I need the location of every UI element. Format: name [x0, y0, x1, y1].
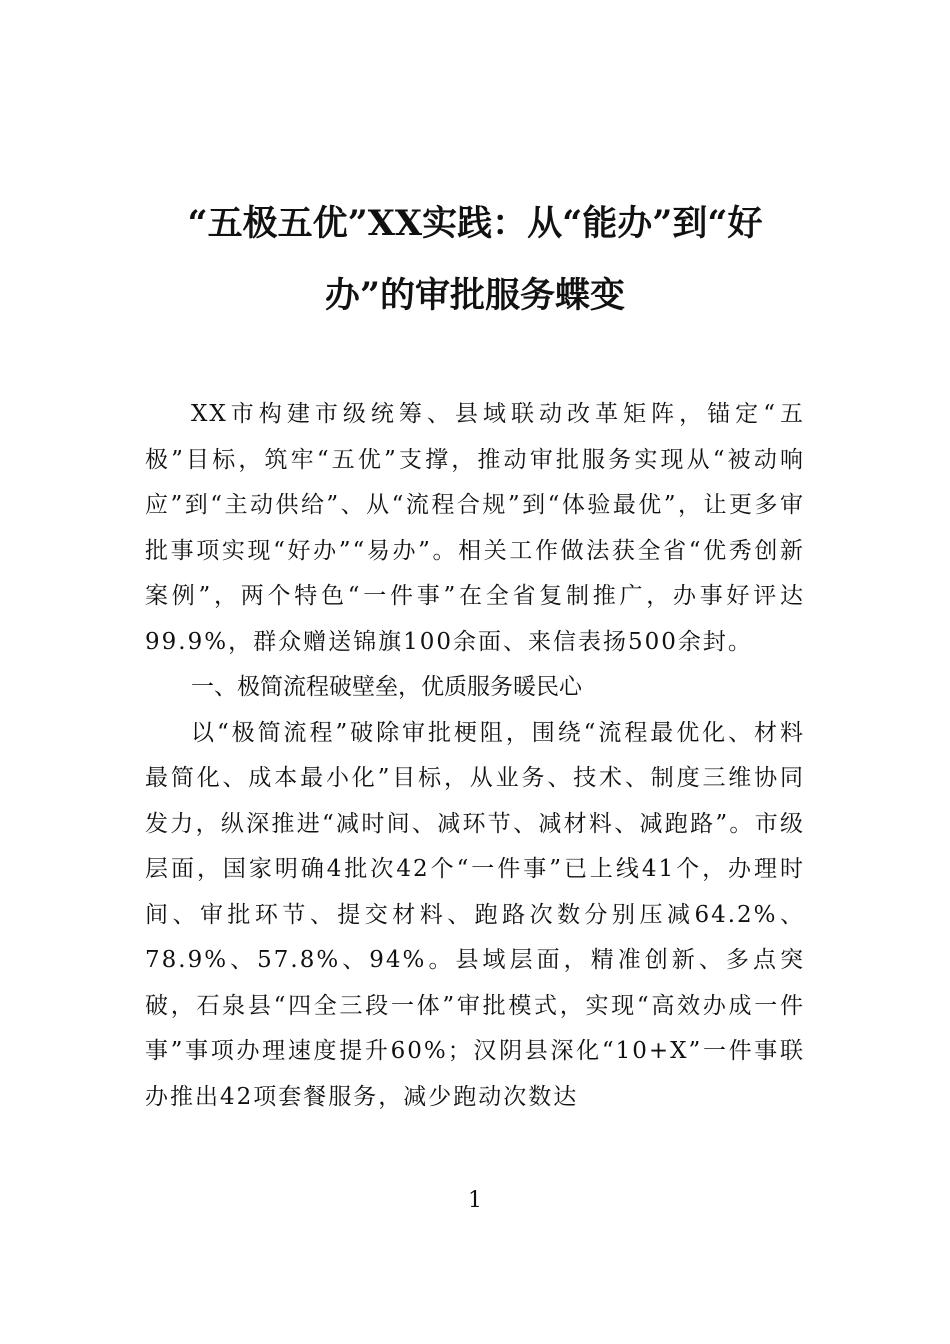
- section-heading-1: 一、极简流程破壁垒，优质服务暖民心: [191, 674, 582, 700]
- intro-paragraph: XX市构建市级统筹、县域联动改革矩阵，锚定“五极”目标，筑牢“五优”支撑，推动审批服务实现从“被动响应”到“主动供给”、从“流程合规”到“体验最优”，让更多审批事项实现“好办”“易办”。相关工作做法获全省“优秀创新案例”，两个特色“一件事”在全省复制推广，办事好评达99.9%，群众赠送锦旗100余面、来信表扬500余封。: [145, 401, 805, 655]
- document-body: [145, 392, 805, 1120]
- page-number: 1: [468, 1188, 482, 1213]
- section-1-paragraph: 以“极简流程”破除审批梗阻，围绕“流程最优化、材料最简化、成本最小化”目标，从业务、技术、制度三维协同发力，纵深推进“减时间、减环节、减材料、减跑路”。市级层面，国家明确4批次42个“一件事”已上线41个，办理时间、审批环节、提交材料、跑路次数分别压减64.2%、78.9%、57.8%、94%。县域层面，精准创新、多点突破，石泉县“四全三段一体”审批模式，实现“高效办成一件事”事项办理速度提升60%；汉阴县深化“10+X”一件事联办推出42项套餐服务，减少跑动次数达: [145, 719, 805, 1110]
- document-title: “五极五优”XX实践：从“能办”到“好办”的审批服务蝶变: [187, 203, 763, 316]
